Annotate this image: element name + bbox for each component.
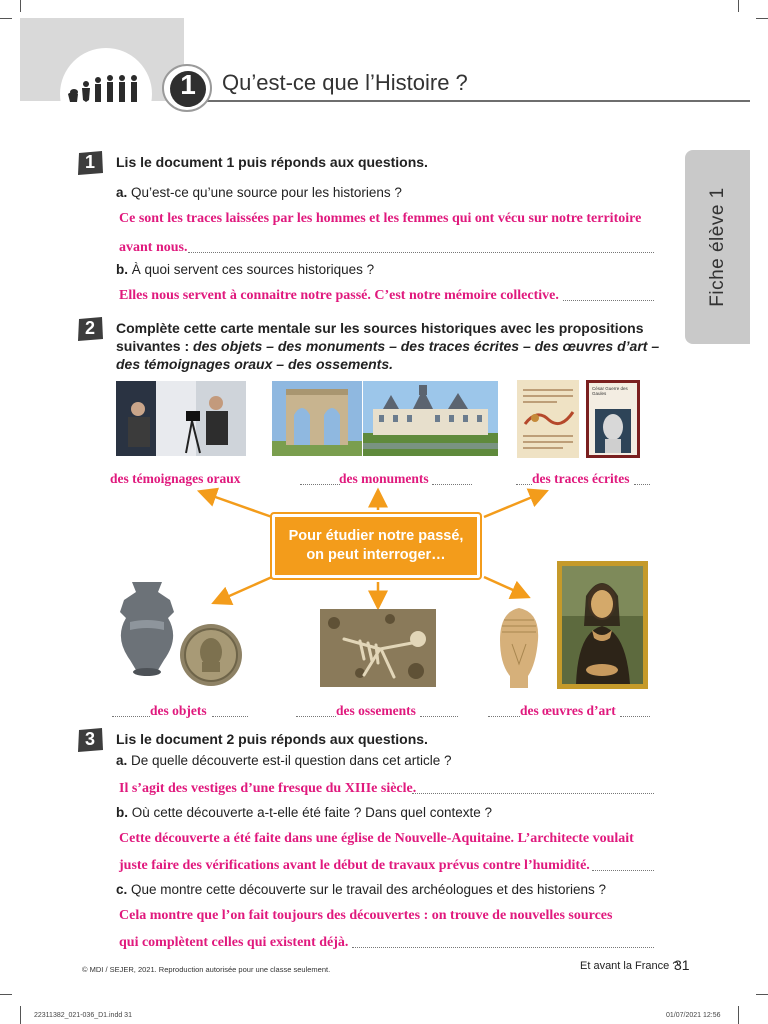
answer-line — [352, 947, 654, 948]
crop-mark — [0, 994, 12, 995]
question-3c: c. Que montre cette découverte sur le travail des archéologues et des historiens ? — [116, 882, 607, 897]
side-tab-label: Fiche élève 1 — [706, 187, 728, 307]
label-artworks: des œuvres d’art — [520, 703, 616, 718]
answer-3b-line1: Cette découverte a été faite dans une église de Nouvelle-Aquitaine. L’architecte voulait — [119, 831, 634, 846]
label-oral-testimonies: des témoignages oraux — [110, 471, 241, 486]
answer-line — [188, 252, 654, 253]
crop-mark — [20, 0, 21, 12]
label-monuments: des monuments — [339, 471, 429, 486]
monument-arch-photo — [272, 381, 362, 456]
evolution-silhouettes-icon — [60, 48, 152, 140]
question-2-number: 2 — [76, 316, 104, 342]
label-line — [296, 716, 336, 717]
answer-3c-line1: Cela montre que l’on fait toujours des découvertes : on trouve de nouvelles sources — [119, 908, 613, 923]
file-slug: 22311382_021-036_D1.indd 31 — [34, 1012, 132, 1019]
label-line — [620, 716, 650, 717]
question-3-number: 3 — [76, 727, 104, 753]
answer-3c-line2: qui complètent celles qui existent déjà. — [119, 935, 349, 950]
side-tab — [685, 150, 750, 344]
written-trace-book — [586, 380, 640, 458]
question-1-number: 1 — [76, 150, 104, 176]
oral-testimony-photo — [116, 381, 246, 456]
header-rule — [184, 100, 750, 102]
label-line — [112, 716, 150, 717]
answer-1b: Elles nous servent à connaitre notre passé. C’est notre mémoire collective. — [119, 288, 559, 303]
question-1a: a. Qu’est-ce qu’une source pour les historiens ? — [116, 185, 402, 200]
chapter-number: 1 — [180, 69, 196, 100]
label-written-traces: des traces écrites — [532, 471, 630, 486]
mindmap-center: Pour étudier notre passé, on peut interroger… — [270, 512, 482, 580]
answer-1a-line2: avant nous. — [119, 240, 188, 255]
question-2-title: Complète cette carte mentale sur les sources historiques avec les propositions suivantes : des objets – des monuments – des traces écrites – des œuvres d’art – des témoignages oraux – des ossements. — [116, 320, 660, 372]
bones-skeleton-photo — [320, 609, 436, 687]
evolution-illustration — [60, 48, 152, 140]
label-line — [212, 716, 248, 717]
art-mona-lisa-painting — [557, 561, 648, 689]
print-timestamp: 01/07/2021 12:56 — [666, 1012, 721, 1019]
art-venus-figurine — [494, 604, 544, 690]
written-trace-manuscript — [517, 380, 579, 458]
crop-mark — [738, 0, 739, 12]
monument-castle-photo — [363, 381, 498, 456]
object-vase-photo — [112, 578, 182, 678]
crop-mark — [738, 1006, 739, 1024]
question-3-title: Lis le document 2 puis réponds aux questions. — [116, 731, 428, 747]
answer-line — [412, 793, 654, 794]
label-bones: des ossements — [336, 703, 416, 718]
book-title: César Guerre des Gaules — [592, 386, 628, 396]
question-1-title: Lis le document 1 puis réponds aux questions. — [116, 154, 428, 170]
label-line — [420, 716, 458, 717]
section-name: Et avant la France ? — [580, 960, 679, 972]
chapter-number-badge — [162, 64, 212, 112]
crop-mark — [756, 18, 768, 19]
answer-3a: Il s’agit des vestiges d’une fresque du XIIIe siècle. — [119, 781, 417, 796]
answer-line — [563, 300, 654, 301]
page-title: Qu’est-ce que l’Histoire ? — [222, 70, 468, 95]
page-number: 31 — [674, 957, 690, 973]
question-3b: b. Où cette découverte a-t-elle été faite ? Dans quel contexte ? — [116, 805, 492, 820]
label-line — [488, 716, 520, 717]
object-coin-photo — [178, 622, 244, 688]
answer-1a-line1: Ce sont les traces laissées par les hommes et les femmes qui ont vécu sur notre territoire — [119, 211, 642, 226]
crop-mark — [0, 18, 12, 19]
question-1b: b. À quoi servent ces sources historiques ? — [116, 262, 375, 277]
question-3a: a. De quelle découverte est-il question dans cet article ? — [116, 753, 452, 768]
crop-mark — [20, 1006, 21, 1024]
copyright-notice: © MDI / SEJER, 2021. Reproduction autorisée pour une classe seulement. — [82, 965, 331, 974]
answer-line — [592, 870, 654, 871]
label-objects: des objets — [150, 703, 207, 718]
answer-3b-line2: juste faire des vérifications avant le début de travaux prévus contre l’humidité. — [119, 858, 590, 873]
crop-mark — [756, 994, 768, 995]
